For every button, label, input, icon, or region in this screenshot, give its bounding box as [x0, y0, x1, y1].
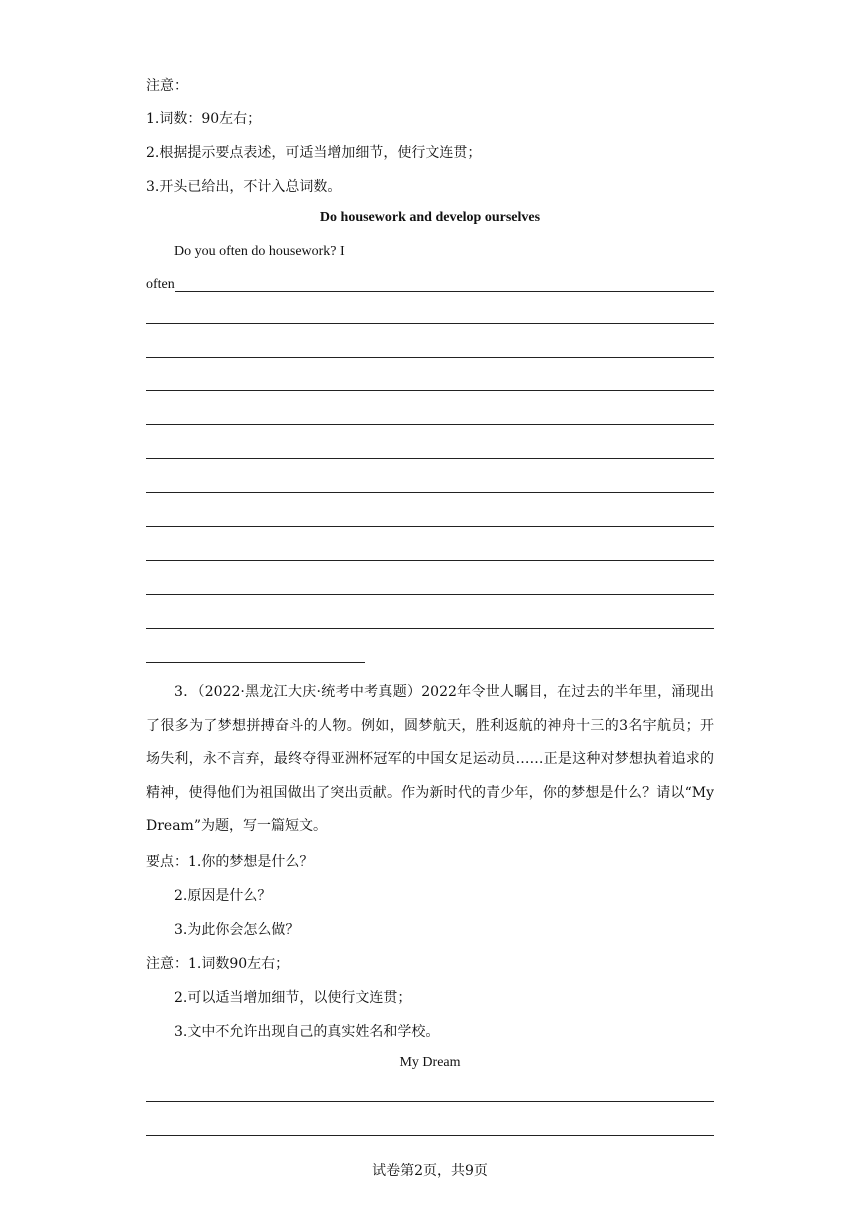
writing-line-short[interactable]: [146, 662, 365, 663]
point-item-2: 2.原因是什么？: [174, 888, 272, 904]
notes-heading: 注意：: [146, 78, 188, 94]
note-item-2: 2.根据提示要点表述，可适当增加细节，使行文连贯；: [146, 145, 482, 161]
essay-opening: Do you often do housework? I: [174, 244, 345, 259]
writing-line[interactable]: [146, 424, 714, 425]
essay-continuation: often: [146, 277, 175, 292]
writing-line[interactable]: [146, 458, 714, 459]
writing-line[interactable]: [146, 492, 714, 493]
note-item-3: 3.文中不允许出现自己的真实姓名和学校。: [174, 1024, 440, 1040]
writing-line[interactable]: [146, 357, 714, 358]
writing-line[interactable]: [146, 526, 714, 527]
point-item-3: 3.为此你会怎么做？: [174, 922, 300, 938]
writing-line[interactable]: [146, 390, 714, 391]
writing-line[interactable]: [146, 560, 714, 561]
note-item-3: 3.开头已给出，不计入总词数。: [146, 179, 342, 195]
writing-line[interactable]: [146, 1135, 714, 1136]
question-3-prompt: 3．（2022·黑龙江大庆·统考中考真题）2022年令世人瞩目，在过去的半年里，涌现出了很多为了梦想拼搏奋斗的人物。例如，圆梦航天，胜利返航的神舟十三的3名宇航员；开场失利，永不言弃，最终夺得亚洲杯冠军的中国女足运动员……正是这种对梦想执着追求的精神，使得他们为祖国做出了突出贡献。作为新时代的青少年，你的梦想是什么？请以“My Dream”为题，写一篇短文。: [146, 684, 714, 835]
page-footer: 试卷第2页，共9页: [372, 1163, 488, 1179]
writing-blank[interactable]: [175, 277, 714, 292]
my-dream-title: My Dream: [399, 1055, 461, 1070]
writing-line[interactable]: [146, 594, 714, 595]
writing-line[interactable]: [146, 628, 714, 629]
writing-line[interactable]: [146, 323, 714, 324]
note-item-2: 2.可以适当增加细节，以使行文连贯；: [174, 990, 412, 1006]
note-item-1: 1.词数：90左右；: [146, 111, 262, 127]
points-label: 要点：1.你的梦想是什么？: [146, 854, 314, 870]
essay-title: Do housework and develop ourselves: [319, 210, 541, 225]
writing-line[interactable]: [146, 1101, 714, 1102]
writing-first-line[interactable]: [146, 276, 714, 294]
notes-label: 注意：1.词数90左右；: [146, 956, 290, 972]
